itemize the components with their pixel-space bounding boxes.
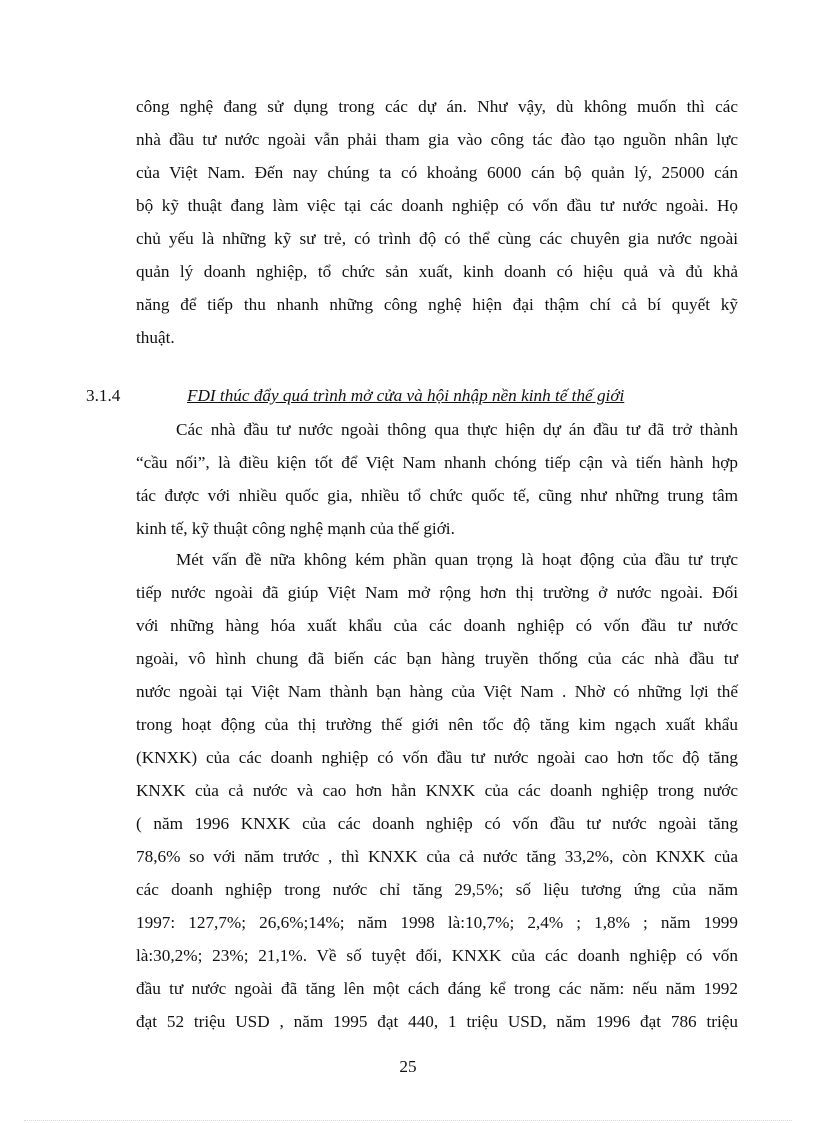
section-number: 3.1.4 [86, 386, 121, 405]
text-line: 78,6% so với năm trước , thì KNXK của cả nước tăng 33,2%, còn KNXK của [136, 847, 738, 866]
text-line: chủ yếu là những kỹ sư trẻ, có trình độ có thể cùng các chuyên gia nước ngoài [136, 229, 738, 248]
text-line: ( năm 1996 KNXK của các doanh nghiệp có vốn đầu tư nước ngoài tăng [136, 814, 738, 833]
section-title: FDI thúc đẩy quá trình mở cửa và hội nhập nền kinh tế thế giới [187, 386, 625, 405]
text-line: nhà đầu tư nước ngoài vẫn phải tham gia vào công tác đào tạo nguồn nhân lực [136, 130, 738, 149]
text-line: bộ kỹ thuật đang làm việc tại các doanh nghiệp có vốn đầu tư nước ngoài. Họ [136, 196, 738, 215]
text-line: tiếp nước ngoài đã giúp Việt Nam mở rộng hơn thị trường ở nước ngoài. Đối [136, 583, 738, 602]
text-line: đạt 52 triệu USD , năm 1995 đạt 440, 1 triệu USD, năm 1996 đạt 786 triệu [136, 1012, 738, 1031]
text-line: ngoài, vô hình chung đã biến các bạn hàng truyền thống của các nhà đầu tư [136, 649, 738, 668]
text-line: quản lý doanh nghiệp, tổ chức sản xuất, kinh doanh có hiệu quả và đủ khả [136, 262, 738, 281]
text-line: của Việt Nam. Đến nay chúng ta có khoảng 6000 cán bộ quản lý, 25000 cán [136, 163, 738, 182]
text-line: kinh tế, kỹ thuật công nghệ mạnh của thế giới. [136, 519, 455, 538]
text-line: Các nhà đầu tư nước ngoài thông qua thực hiện dự án đầu tư đã trở thành [176, 420, 738, 439]
page-bottom-divider [24, 1120, 792, 1121]
text-line: tác được với nhiều quốc gia, nhiều tổ chức quốc tế, cũng như những trung tâm [136, 486, 738, 505]
text-line: công nghệ đang sử dụng trong các dự án. Như vậy, dù không muốn thì các [136, 97, 738, 116]
text-line: trong hoạt động của thị trường thế giới nên tốc độ tăng kim ngạch xuất khẩu [136, 715, 738, 734]
text-line: (KNXK) của các doanh nghiệp có vốn đầu tư nước ngoài cao hơn tốc độ tăng [136, 748, 738, 767]
text-line: với những hàng hóa xuất khẩu của các doanh nghiệp có vốn đầu tư nước [136, 616, 738, 635]
text-line: các doanh nghiệp trong nước chỉ tăng 29,5%; số liệu tương ứng của năm [136, 880, 738, 899]
text-line: đầu tư nước ngoài đã tăng lên một cách đáng kể trong các năm: nếu năm 1992 [136, 979, 738, 998]
text-line: thuật. [136, 328, 175, 347]
page-number: 25 [399, 1057, 417, 1076]
text-line: năng để tiếp thu nhanh những công nghệ hiện đại thậm chí cả bí quyết kỹ [136, 295, 738, 314]
text-line: 1997: 127,7%; 26,6%;14%; năm 1998 là:10,7%; 2,4% ; 1,8% ; năm 1999 [136, 913, 738, 932]
text-line: Mét vấn đề nữa không kém phần quan trọng là hoạt động của đầu tư trực [176, 550, 738, 569]
text-line: là:30,2%; 23%; 21,1%. Về số tuyệt đối, KNXK của các doanh nghiệp có vốn [136, 946, 738, 965]
text-line: KNXK của cả nước và cao hơn hẳn KNXK của các doanh nghiệp trong nước [136, 781, 738, 800]
text-line: nước ngoài tại Việt Nam thành bạn hàng của Việt Nam . Nhờ có những lợi thế [136, 682, 738, 701]
text-line: “cầu nối”, là điều kiện tốt để Việt Nam nhanh chóng tiếp cận và tiến hành hợp [136, 453, 738, 472]
